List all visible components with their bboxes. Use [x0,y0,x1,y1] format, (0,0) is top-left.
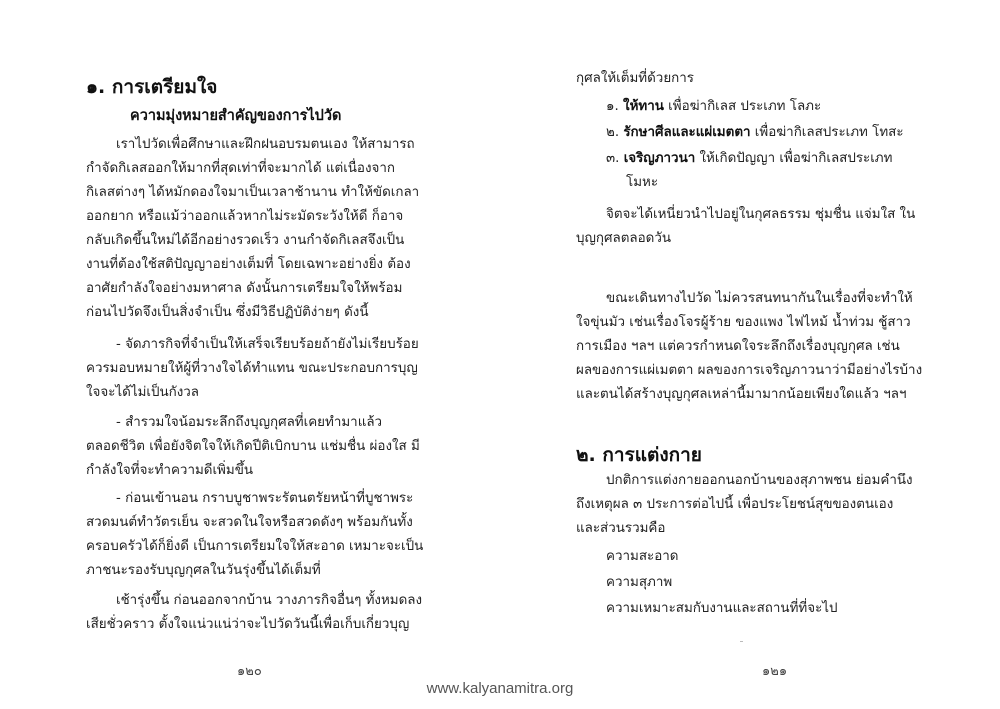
text-line: การเมือง ฯลฯ แต่ควรกำหนดใจระลึกถึงเรื่องบุญกุศล เช่น [576,339,900,354]
bullet-line: - สำรวมใจน้อมระลึกถึงบุญกุศลที่เคยทำมาแล้ว [116,415,383,430]
list-item: ความสุภาพ [606,575,673,590]
item-number: ๓. [606,151,620,166]
item-text: ให้เกิดปัญญา เพื่อฆ่ากิเลสประเภท [695,151,893,166]
item-number: ๒. [606,125,620,140]
text-line: กุศลให้เต็มที่ด้วยการ [576,71,694,86]
speck [740,641,743,642]
list-item [606,98,821,116]
text-line: ใจขุ่นมัว เช่นเรื่องโจรผู้ร้าย ของแพง ไฟไหม้ น้ำท่วม ชู้สาว [576,315,911,330]
bullet-line: - จัดภารกิจที่จำเป็นให้เสร็จเรียบร้อยถ้ายังไม่เรียบร้อย [116,337,419,352]
text-line: กิเลสต่างๆ ได้หมักดองใจมาเป็นเวลาช้านาน ทำให้ขัดเกลา [86,185,420,200]
footer-url: www.kalyanamitra.org [426,680,574,697]
item-text: เพื่อฆ่ากิเลส ประเภท โลภะ [663,99,822,114]
page-number-right: ๑๒๑ [762,664,788,679]
text-line: อาศัยกำลังใจอย่างมหาศาล ดังนั้นการเตรียมใจให้พร้อม [86,281,403,296]
text-line: เสียชั่วคราว ตั้งใจแน่วแน่ว่าจะไปวัดวันนี้เพื่อเก็บเกี่ยวบุญ [86,617,410,632]
text-line: กำลังใจที่จะทำความดีเพิ่มขึ้น [86,463,254,478]
text-line: สวดมนต์ทำวัตรเย็น จะสวดในใจหรือสวดดังๆ พร้อมกันทั้ง [86,515,413,530]
list-item [606,150,892,168]
text-line: ควรมอบหมายให้ผู้ที่วางใจได้ทำแทน ขณะประกอบการบุญ [86,361,418,376]
text-line: โมหะ [626,175,659,190]
section-heading-attire: ๒. การแต่งกาย [576,444,702,466]
text-line: ขณะเดินทางไปวัด ไม่ควรสนทนากันในเรื่องที่จะทำให้ [606,291,913,306]
page-number-left: ๑๒๐ [237,664,262,679]
text-line: เราไปวัดเพื่อศึกษาและฝึกฝนอบรมตนเอง ให้สามารถ [116,137,415,152]
text-line: ใจจะได้ไม่เป็นกังวล [86,385,200,400]
text-line: ผลของการแผ่เมตตา ผลของการเจริญภาวนาว่ามีอย่างไรบ้าง [576,363,923,378]
item-title: รักษาศีลและแผ่เมตตา [623,125,751,140]
text-line: ก่อนไปวัดจึงเป็นสิ่งจำเป็น ซึ่งมีวิธีปฏิบัติง่ายๆ ดังนี้ [86,305,369,320]
text-line: กลับเกิดขึ้นใหม่ได้อีกอย่างรวดเร็ว งานกำจัดกิเลสจึงเป็น [86,233,405,248]
item-text: เพื่อฆ่ากิเลสประเภท โทสะ [750,125,904,140]
section-heading-preparing-mind: ๑. การเตรียมใจ [86,76,218,98]
text-line: งานที่ต้องใช้สติปัญญาอย่างเต็มที่ โดยเฉพาะอย่างยิ่ง ต้อง [86,257,411,272]
text-line: ตลอดชีวิต เพื่อยังจิตใจให้เกิดปีติเบิกบาน แช่มชื่น ผ่องใส มี [86,439,420,454]
text-line: และตนได้สร้างบุญกุศลเหล่านี้มามากน้อยเพียงใดแล้ว ฯลฯ [576,387,907,402]
subheading-purpose: ความมุ่งหมายสำคัญของการไปวัด [130,108,342,124]
text-line: จิตจะได้เหนี่ยวนำไปอยู่ในกุศลธรรม ชุ่มชื่น แจ่มใส ใน [606,207,916,222]
text-line: บุญกุศลตลอดวัน [576,231,672,246]
right-page [500,0,1000,709]
text-line: ภาชนะรองรับบุญกุศลในวันรุ่งขึ้นได้เต็มที่ [86,563,321,578]
item-title: เจริญภาวนา [623,151,696,166]
text-line: ออกยาก หรือแม้ว่าออกแล้วหากไม่ระมัดระวังให้ดี ก็อาจ [86,209,404,224]
text-line: ครอบครัวได้ก็ยิ่งดี เป็นการเตรียมใจให้สะอาด เหมาะจะเป็น [86,539,424,554]
text-line: และส่วนรวมคือ [576,521,666,536]
text-line: เช้ารุ่งขึ้น ก่อนออกจากบ้าน วางภารกิจอื่นๆ ทั้งหมดลง [116,593,423,608]
text-line: ปกติการแต่งกายออกนอกบ้านของสุภาพชน ย่อมคำนึง [606,473,913,488]
list-item: ความสะอาด [606,549,679,564]
item-number: ๑. [606,99,619,114]
list-item: ความเหมาะสมกับงานและสถานที่ที่จะไป [606,601,838,616]
text-line: ถึงเหตุผล ๓ ประการต่อไปนี้ เพื่อประโยชน์สุขของตนเอง [576,497,894,512]
item-title: ให้ทาน [623,99,664,114]
bullet-line: - ก่อนเข้านอน กราบบูชาพระรัตนตรัยหน้าที่บูชาพระ [116,491,414,506]
text-line: กำจัดกิเลสออกให้มากที่สุดเท่าที่จะมากได้ แต่เนื่องจาก [86,161,395,176]
list-item [606,124,904,142]
